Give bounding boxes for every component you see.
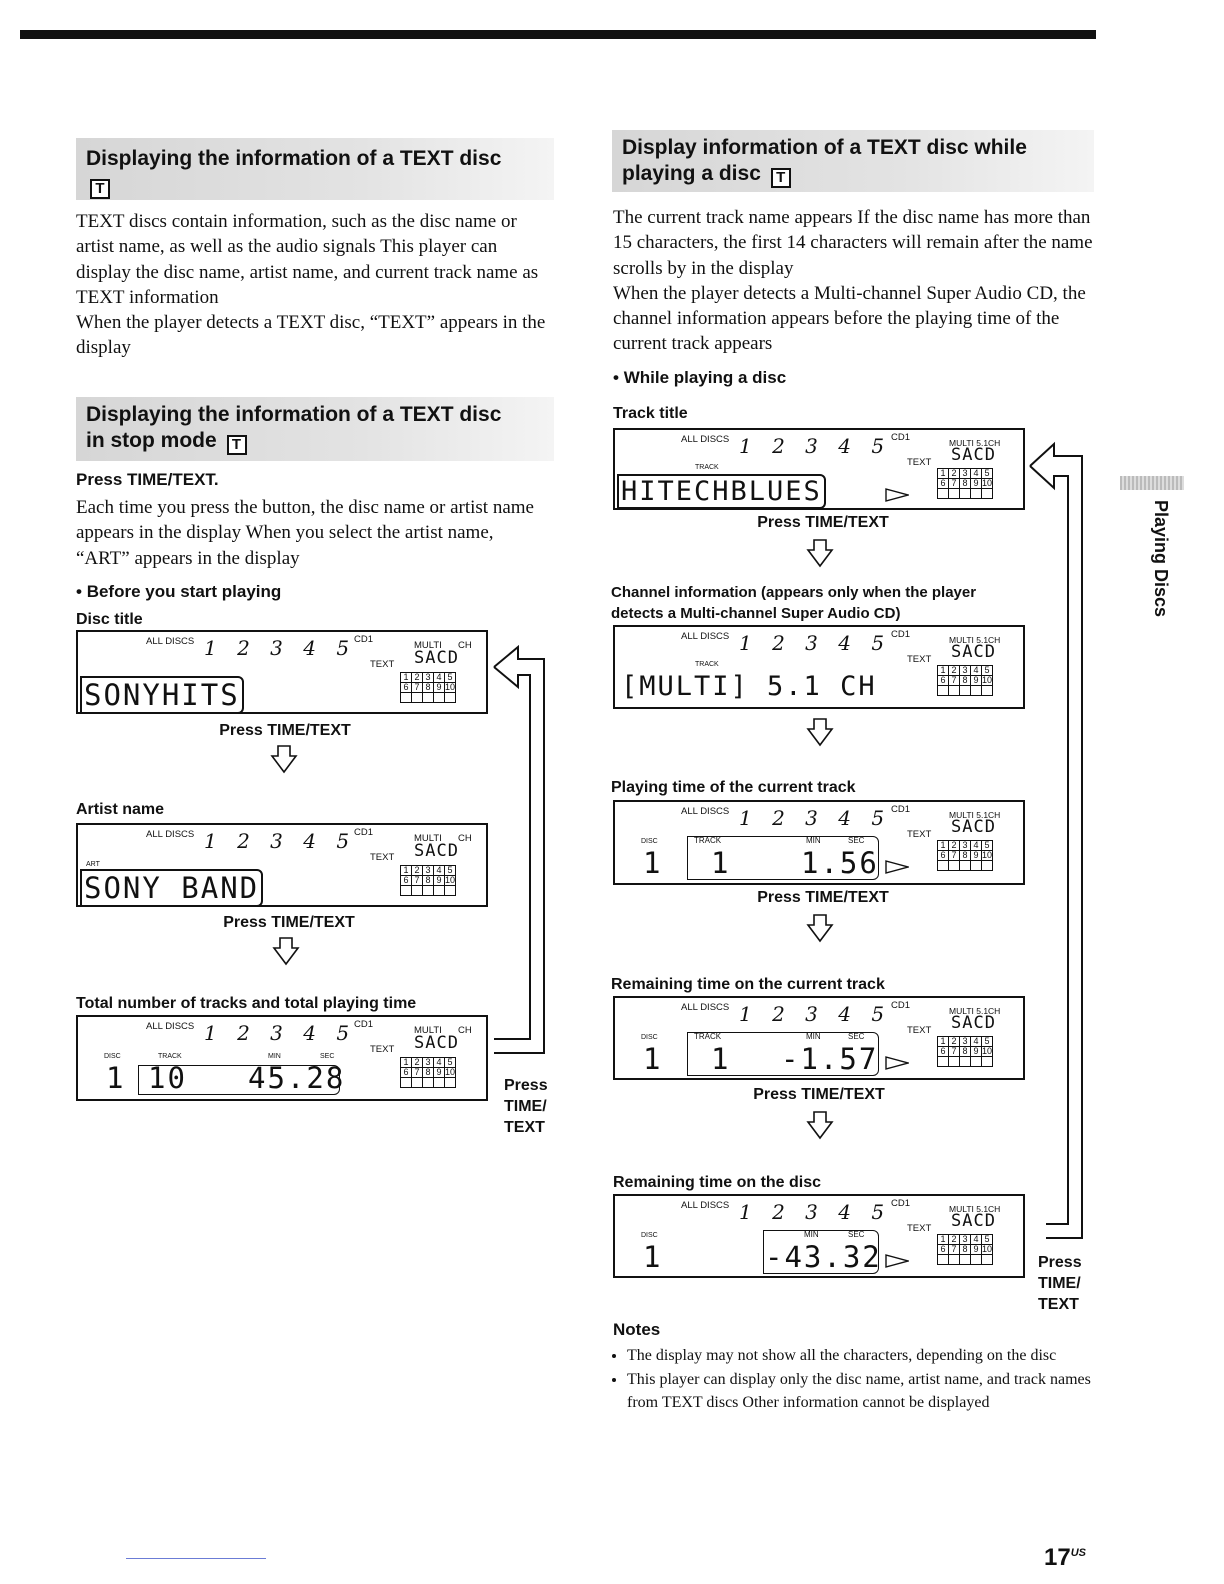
sacd-indicator: SACD	[414, 1033, 459, 1053]
disc-grid: 1 2 3 4 5 6 7 8 9 10	[400, 1057, 456, 1088]
intro-text	[76, 209, 556, 361]
track-number-value: 1	[711, 846, 731, 880]
sec-label: SEC	[320, 1053, 335, 1060]
min-label: MIN	[806, 1032, 821, 1041]
disc-label: DISC	[641, 1034, 658, 1041]
disc-title-text: SONYHITS	[80, 676, 244, 714]
min-label: MIN	[804, 1230, 819, 1239]
play-icon	[885, 1056, 909, 1070]
ch-label: CH	[458, 1025, 472, 1036]
bullet-before-playing: • Before you start playing	[76, 582, 282, 601]
cd1-label: CD1	[891, 432, 911, 443]
multi-51ch-label: MULTI 5.1CH	[949, 438, 1001, 448]
sacd-indicator: SACD	[951, 817, 996, 837]
all-discs-label: ALL DISCS	[146, 636, 195, 647]
disc-numbers: 1 2 3 4 5	[739, 1002, 892, 1026]
sec-label: SEC	[848, 1230, 865, 1239]
disc-grid: 1 2 3 4 5 6 7 8 9 10	[400, 672, 456, 703]
disc-numbers: 1 2 3 4 5	[739, 631, 892, 655]
arrow-down-icon	[272, 936, 300, 966]
while-playing-title-line2: playing a disc	[622, 162, 761, 185]
lcd-total-time	[76, 1015, 488, 1101]
intro-paragraph-2: When the player detects a TEXT disc, “TEXT” appears in the display	[76, 312, 546, 359]
all-discs-label: ALL DISCS	[681, 631, 730, 642]
playing-time-value: 1.56	[801, 846, 879, 880]
page-suffix: US	[1070, 1547, 1086, 1559]
note-item: • This player can display only the disc name, artist name, and track names from TEXT discs Other information cannot be displayed	[627, 1368, 1093, 1415]
bullet-text: While playing a disc	[623, 368, 787, 387]
channel-info-label: Channel information (appears only when the player detects a Multi-channel Super Audio CD)	[611, 584, 977, 622]
text-indicator: TEXT	[907, 457, 932, 468]
disc-number-value: 1	[643, 846, 663, 880]
all-discs-label: ALL DISCS	[681, 1002, 730, 1013]
section-title-text-disc	[76, 138, 554, 200]
text-indicator: TEXT	[907, 654, 932, 665]
while-playing-paragraph-2: When the player detects a Multi-channel Super Audio CD, the channel information appears before the playing time of the current track appears	[613, 282, 1086, 355]
multi-label: MULTI	[414, 833, 442, 844]
all-discs-label: ALL DISCS	[146, 1021, 195, 1032]
remaining-track-label: Remaining time on the current track	[611, 976, 885, 993]
remaining-disc-time-value: -43.32	[765, 1240, 882, 1274]
lcd-track-title	[613, 428, 1025, 510]
arrow-down-icon	[806, 913, 834, 943]
while-playing-title-line1: Display information of a TEXT disc while	[622, 136, 1027, 159]
disc-grid: 1 2 3 4 5 6 7 8 9 10	[937, 840, 993, 871]
lcd-artist-name	[76, 823, 488, 907]
stop-mode-title-line2: in stop mode	[86, 429, 217, 452]
track-label: TRACK	[158, 1053, 182, 1060]
artist-name-text: SONY BAND	[80, 869, 263, 907]
notes	[613, 1320, 1093, 1415]
disc-numbers: 1 2 3 4 5	[204, 636, 357, 660]
multi-51ch-label: MULTI 5.1CH	[949, 810, 1001, 820]
track-label: TRACK	[695, 661, 719, 668]
track-title-text: HITECHBLUES	[617, 474, 826, 509]
play-icon	[885, 488, 909, 502]
all-discs-label: ALL DISCS	[681, 1200, 730, 1211]
disc-grid: 1 2 3 4 5 6 7 8 9 10	[937, 1234, 993, 1265]
press-time-text-r3: Press TIME/TEXT	[757, 889, 889, 906]
while-playing-text	[613, 205, 1093, 357]
track-label: TRACK	[695, 464, 719, 471]
press-time-text-r4: Press TIME/TEXT	[753, 1086, 885, 1103]
page-number: $17^{US}$	[1044, 1544, 1086, 1571]
multi-51ch-label: MULTI 5.1CH	[949, 1204, 1001, 1214]
top-rule	[20, 30, 1096, 39]
intro-paragraph-1: TEXT discs contain information, such as the disc name or artist name, as well as the audio signals This player can display the disc name, artist name, and current track name as TEXT information	[76, 211, 539, 308]
bullet-text: Before you start playing	[86, 582, 282, 601]
ch-label: CH	[458, 640, 472, 651]
stop-mode-paragraph: Each time you press the button, the disc name or artist name appears in the display When you select the artist name, “ART” appears in the display	[76, 497, 534, 569]
disc-grid: 1 2 3 4 5 6 7 8 9 10	[937, 1036, 993, 1067]
sacd-indicator: SACD	[951, 445, 996, 465]
sacd-indicator: SACD	[951, 1211, 996, 1231]
remaining-track-time-value: -1.57	[781, 1042, 879, 1076]
side-tab-label: Playing Discs	[1151, 500, 1171, 618]
min-label: MIN	[268, 1053, 281, 1060]
text-indicator: TEXT	[370, 659, 395, 670]
playing-time-label: Playing time of the current track	[611, 779, 856, 796]
disc-numbers: 1 2 3 4 5	[739, 806, 892, 830]
disc-numbers: 1 2 3 4 5	[739, 434, 892, 458]
notes-heading: Notes	[613, 1320, 661, 1339]
all-discs-label: ALL DISCS	[146, 829, 195, 840]
track-label: TRACK	[694, 836, 722, 845]
track-number-value: 1	[711, 1042, 731, 1076]
lcd-channel-info	[613, 625, 1025, 709]
lcd-playing-time	[613, 800, 1025, 885]
text-indicator: TEXT	[370, 852, 395, 863]
footer-rule	[126, 1558, 266, 1559]
artist-name-label: Artist name	[76, 801, 165, 818]
disc-grid: 1 2 3 4 5 6 7 8 9 10	[937, 468, 993, 499]
track-title-label: Track title	[613, 405, 688, 422]
arrow-down-icon	[806, 1110, 834, 1140]
min-label: MIN	[806, 836, 821, 845]
sacd-indicator: SACD	[414, 841, 459, 861]
cd1-label: CD1	[891, 629, 911, 640]
text-disc-icon: T	[227, 435, 247, 455]
lcd-disc-title	[76, 630, 488, 714]
channel-info-text: [MULTI] 5.1 CH	[621, 671, 877, 702]
loop-press-label: Press TIME/ TEXT	[504, 1077, 548, 1136]
multi-51ch-label: MULTI 5.1CH	[949, 1006, 1001, 1016]
track-count-value: 10	[148, 1061, 187, 1095]
note-item: • The display may not show all the characters, depending on the disc	[627, 1344, 1093, 1368]
ch-label: CH	[458, 833, 472, 844]
text-indicator: TEXT	[907, 829, 932, 840]
text-indicator: TEXT	[907, 1025, 932, 1036]
text-indicator: TEXT	[907, 1223, 932, 1234]
cd1-label: CD1	[891, 804, 911, 815]
play-icon	[885, 860, 909, 874]
disc-grid: 1 2 3 4 5 6 7 8 9 10	[400, 865, 456, 896]
section-title-stop-mode	[76, 397, 554, 461]
total-time-value: 45.28	[248, 1061, 346, 1095]
disc-label: DISC	[641, 838, 658, 845]
cd1-label: CD1	[891, 1198, 911, 1209]
sec-label: SEC	[848, 836, 865, 845]
press-time-text-1: Press TIME/TEXT	[219, 722, 351, 739]
press-time-text-2: Press TIME/TEXT	[223, 914, 355, 931]
disc-title-label: Disc title	[76, 611, 143, 628]
text-indicator: TEXT	[370, 1044, 395, 1055]
disc-number-value: 1	[106, 1061, 126, 1095]
play-icon	[885, 1254, 909, 1268]
loop-arrow-icon	[492, 645, 552, 1065]
art-indicator: ART	[86, 861, 100, 868]
press-heading: Press TIME/TEXT.	[76, 470, 219, 489]
disc-grid: 1 2 3 4 5 6 7 8 9 10	[937, 665, 993, 696]
text-disc-icon: T	[90, 179, 110, 199]
arrow-down-icon	[806, 538, 834, 568]
loop-press-label-right: Press TIME/ TEXT	[1038, 1254, 1082, 1313]
all-discs-label: ALL DISCS	[681, 434, 730, 445]
lcd-remaining-track	[613, 996, 1025, 1080]
section-title-while-playing	[612, 130, 1094, 192]
sacd-indicator: SACD	[951, 642, 996, 662]
track-label: TRACK	[694, 1032, 722, 1041]
cd1-label: CD1	[354, 1019, 374, 1030]
disc-number-value: 1	[643, 1042, 663, 1076]
while-playing-paragraph-1: The current track name appears If the disc name has more than 15 characters, the first 14 characters will remain after the name scrolls by in the display	[613, 207, 1093, 279]
remaining-disc-label: Remaining time on the disc	[613, 1174, 822, 1191]
lcd-remaining-disc	[613, 1194, 1025, 1278]
arrow-down-icon	[270, 744, 298, 774]
sacd-indicator: SACD	[951, 1013, 996, 1033]
sacd-indicator: SACD	[414, 648, 459, 668]
disc-numbers: 1 2 3 4 5	[204, 829, 357, 853]
disc-number-value: 1	[643, 1240, 663, 1274]
bullet-while-playing: • While playing a disc	[613, 368, 787, 387]
stop-mode-title-line1: Displaying the information of a TEXT disc	[86, 403, 502, 426]
text-disc-icon: T	[771, 168, 791, 188]
arrow-down-icon	[806, 717, 834, 747]
total-tracks-label: Total number of tracks and total playing time	[76, 995, 417, 1012]
loop-arrow-icon	[1028, 440, 1088, 1250]
disc-numbers: 1 2 3 4 5	[739, 1200, 892, 1224]
multi-label: MULTI	[414, 1025, 442, 1036]
disc-label: DISC	[641, 1232, 658, 1239]
multi-51ch-label: MULTI 5.1CH	[949, 635, 1001, 645]
section-title-text: Displaying the information of a TEXT disc	[86, 147, 502, 170]
all-discs-label: ALL DISCS	[681, 806, 730, 817]
cd1-label: CD1	[354, 827, 374, 838]
side-tab-marker	[1120, 476, 1184, 490]
press-time-text-r1: Press TIME/TEXT	[757, 514, 889, 531]
multi-label: MULTI	[414, 640, 442, 651]
disc-numbers: 1 2 3 4 5	[204, 1021, 357, 1045]
sec-label: SEC	[848, 1032, 865, 1041]
cd1-label: CD1	[354, 634, 374, 645]
disc-label: DISC	[104, 1053, 121, 1060]
cd1-label: CD1	[891, 1000, 911, 1011]
